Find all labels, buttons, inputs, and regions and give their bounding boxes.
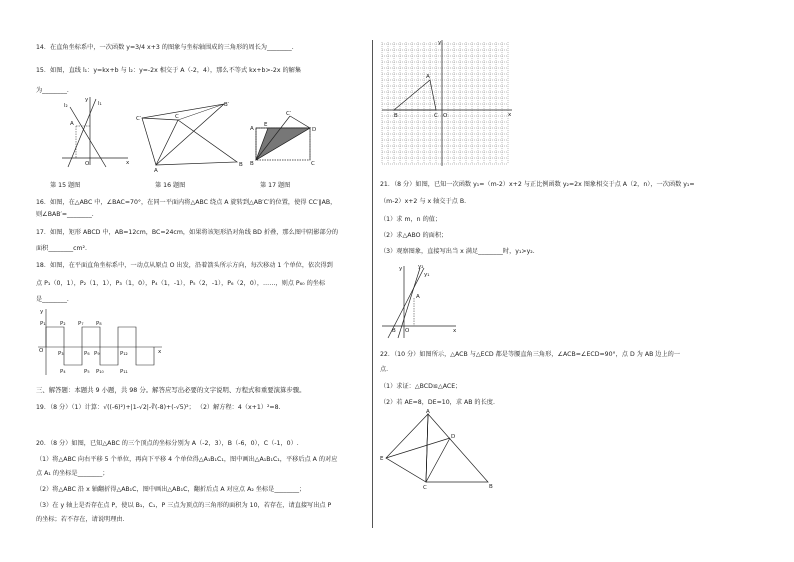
question-19: 19．（8 分）（1）计算：√((-6)²)+|1-√2|-∛(-8)+(-√5)²； （2）解方程：4（x+1）²=8. <box>36 404 281 411</box>
fig15-point-a: A <box>70 121 74 127</box>
fig20-point-c: C <box>434 113 438 119</box>
fig15-y-label: y <box>85 97 89 103</box>
question-22-line4: （2）若 AE=8，DE=10，求 AB 的长度. <box>380 399 495 406</box>
fig17-caption: 第 17 题图 <box>260 182 291 189</box>
fig18-p8: P₈ <box>96 321 102 327</box>
fig18-p7: P₇ <box>78 321 84 327</box>
fig18-p11: P₁₁ <box>120 369 128 375</box>
fig20-origin: O <box>443 113 448 119</box>
fig22-point-d: D <box>451 434 456 440</box>
fig17-d: D <box>312 127 317 133</box>
fig15-x-label: x <box>126 160 130 166</box>
fig16-b-prime: B′ <box>224 102 230 108</box>
question-18-line3: 是________. <box>36 296 69 303</box>
fig22-point-b: B <box>489 484 493 490</box>
question-21-line5: （3）观察图象，直接写出当 x 满足________时，y₁>y₂. <box>380 248 535 255</box>
fig18-p3: P₃ <box>58 351 64 357</box>
fig21-point-b: B <box>392 328 396 334</box>
fig18-p1: P₁ <box>40 321 46 327</box>
fig16-b: B <box>239 162 243 168</box>
figure-18 <box>36 307 166 377</box>
fig22-point-c: C <box>423 485 427 491</box>
fig18-x-label: x <box>158 349 162 355</box>
question-17-line2: 面积________cm². <box>36 245 88 252</box>
fig22-point-e: E <box>380 456 384 462</box>
section-3-heading: 三、解答题：本题共 9 小题，共 98 分。解答应写出必要的文字说明、方程式和重要演算步骤。 <box>36 386 306 394</box>
question-21-line3: （1）求 m，n 的值； <box>380 216 442 223</box>
fig17-c-prime: C′ <box>286 111 292 117</box>
question-16-line1: 16．如图，在△ABC 中，∠BAC=70°，在同一平面内将△ABC 绕点 A 旋转到△AB′C′的位置，使得 CC′∥AB， <box>36 199 337 206</box>
fig21-point-a: A <box>416 294 420 300</box>
fig22-point-a: A <box>426 409 430 415</box>
question-20-line3: 点 A₁ 的坐标是________； <box>36 470 109 477</box>
question-18-line1: 18．如图，在平面直角坐标系中，一动点从原点 O 出发，沿着箭头所示方向，每次移动 1 个单位，依次得到 <box>36 262 333 269</box>
fig21-y-label: y <box>399 266 403 272</box>
question-22-line3: （1）求证：△BCD≌△ACE； <box>380 383 462 390</box>
fig15-l2: l₂ <box>64 103 68 109</box>
fig18-p2: P₂ <box>60 321 66 327</box>
question-16-line2: 则∠BAB′=________. <box>36 211 94 218</box>
figure-21 <box>380 262 460 340</box>
fig18-p6: P₆ <box>84 351 90 357</box>
question-15-line2: 为________. <box>36 87 69 94</box>
question-22-line1: 22．（10 分）如图所示，△ACB 与△ECD 都是等腰直角三角形，∠ACB=∠ECD=90°，点 D 为 AB 边上的一 <box>380 351 681 358</box>
fig17-b: B <box>250 161 254 167</box>
fig16-c-prime: C′ <box>136 116 142 122</box>
fig21-x-label: x <box>453 328 457 334</box>
question-14: 14．在直角坐标系中，一次函数 y=3/4 x+3 的图象与坐标轴围成的三角形的周长为________. <box>36 44 294 51</box>
question-20-line5: （3）在 y 轴上是否存在点 P，使以 B₁，C₁，P 三点为顶点的三角形的面积为 10，若存在，请直接写出点 P <box>36 502 332 509</box>
fig20-point-b: B <box>394 113 398 119</box>
fig21-origin: O <box>405 328 410 334</box>
question-21-line2: （m-2）x+2 与 x 轴交于点 B. <box>380 198 467 205</box>
question-18-line2: 点 P₁（0，1），P₂（1，1），P₃（1，0），P₄（1，-1），P₅（2，-1），P₆（2，0），……，则点 P₆₀ 的坐标 <box>36 280 326 287</box>
question-17-line1: 17．如图，矩形 ABCD 中，AB=12cm，BC=24cm，如果将该矩形沿对角线 BD 折叠，那么图中阴影部分的 <box>36 229 339 236</box>
fig16-c: C <box>175 114 179 120</box>
fig15-l1: l₁ <box>98 101 102 107</box>
fig18-p5: P₅ <box>84 369 90 375</box>
fig20-x-label: x <box>508 112 512 118</box>
figure-15 <box>60 95 130 170</box>
fig16-a: A <box>154 168 158 174</box>
figure-22 <box>380 410 500 492</box>
fig18-y-label: y <box>40 309 44 315</box>
fig18-p12: P₁₂ <box>120 351 128 357</box>
question-15-line1: 15．如图，直线 l₁：y=kx+b 与 l₂：y=-2x 相交于 A（-2，4），那么不等式 kx+b>-2x 的解集 <box>36 67 302 74</box>
figure-16 <box>136 100 243 174</box>
question-21-line4: （2）求△ABO 的面积； <box>380 232 448 239</box>
fig17-c: C <box>311 161 315 167</box>
fig16-caption: 第 16 题图 <box>155 182 186 189</box>
fig17-e: E <box>264 122 268 128</box>
question-21-line1: 21．（8 分）如图，已知一次函数 y₁=（m-2）x+2 与正比例函数 y₂=2x 图象相交于点 A（2，n），一次函数 y₁= <box>380 181 695 188</box>
fig20-point-a: A <box>426 74 430 80</box>
fig18-origin: O <box>39 348 44 354</box>
question-22-line2: 点. <box>380 366 389 373</box>
fig20-y-label: y <box>438 40 442 46</box>
question-20-line4: （2）将△ABC 沿 x 轴翻折得△AB₁C，图中画出△AB₁C，翻折后点 A 对应点 A₂ 坐标是________； <box>36 486 306 493</box>
question-20-line6: 的坐标；若不存在，请说明理由. <box>36 516 125 523</box>
question-20-line1: 20．（8 分）如图，已知△ABC 的三个顶点的坐标分别为 A（-2，3），B（-6，0），C（-1，0）. <box>36 440 299 447</box>
fig15-caption: 第 15 题图 <box>50 182 81 189</box>
column-divider <box>372 40 373 528</box>
question-20-line2: （1）将△ABC 向右平移 5 个单位，再向下平移 4 个单位得△A₁B₁C₁，图中画出△A₁B₁C₁，平移后点 A 的对应 <box>36 456 338 463</box>
fig21-y1-label: y₁ <box>424 272 430 278</box>
fig18-p9: P₉ <box>94 351 100 357</box>
fig15-origin: O <box>85 161 90 167</box>
figure-17 <box>248 112 318 167</box>
figure-20 <box>380 38 520 168</box>
fig18-p10: P₁₀ <box>96 369 104 375</box>
fig18-p4: P₄ <box>60 369 66 375</box>
fig17-a: A <box>250 126 254 132</box>
fig21-y2-label: y₂ <box>418 264 424 270</box>
